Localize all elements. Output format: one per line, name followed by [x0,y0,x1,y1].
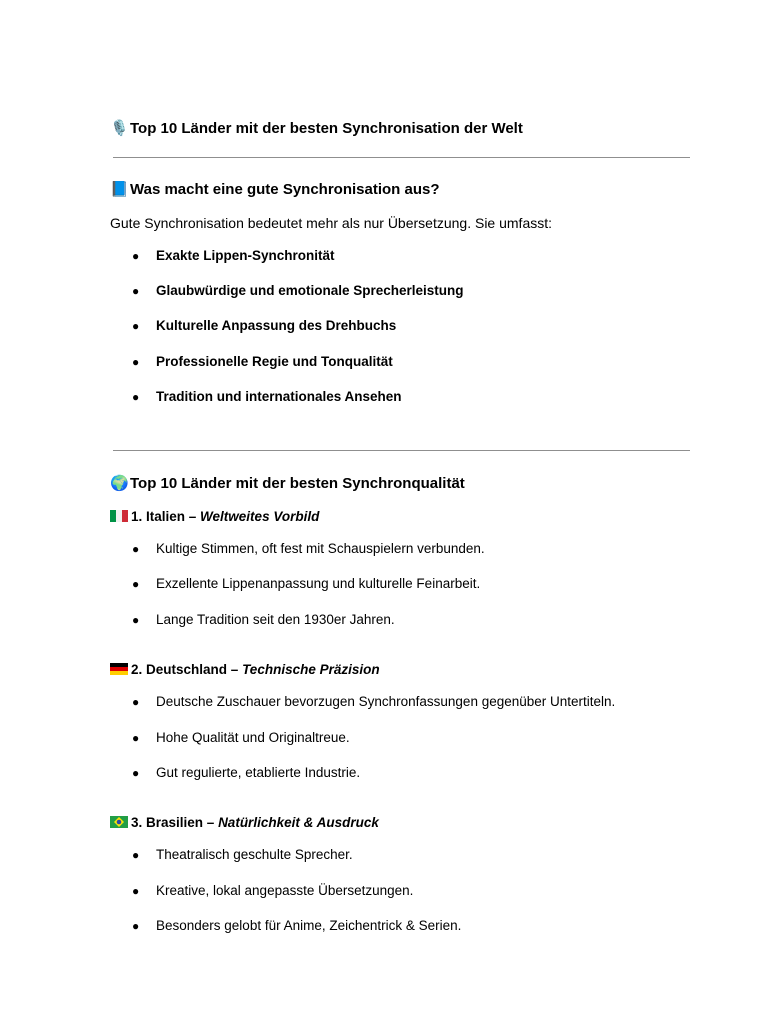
bullet-icon: ● [132,319,140,333]
microphone-icon: 🎙️ [110,119,129,137]
section1-heading [110,180,440,198]
bullet-icon: ● [132,249,140,263]
blue-book-icon: 📘 [110,180,129,198]
list-item: ● Kultige Stimmen, oft fest mit Schauspielern verbunden. [132,541,485,556]
list-item: ● Exakte Lippen-Synchronität [132,248,335,263]
bullet-icon: ● [132,390,140,404]
list-item: ● Deutsche Zuschauer bevorzugen Synchronfassungen gegenüber Untertiteln. [132,694,616,709]
list-item: ● Glaubwürdige und emotionale Sprecherleistung [132,283,464,298]
bullet-icon: ● [132,613,140,627]
list-item: ● Hohe Qualität und Originaltreue. [132,730,350,745]
globe-icon: 🌍 [110,474,129,492]
bullet-icon: ● [132,695,140,709]
list-item: ● Theatralisch geschulte Sprecher. [132,847,353,862]
list-item: ● Besonders gelobt für Anime, Zeichentrick & Serien. [132,918,462,933]
bullet-icon: ● [132,884,140,898]
bullet-icon: ● [132,284,140,298]
list-item: ● Gut regulierte, etablierte Industrie. [132,765,361,780]
bullet-icon: ● [132,731,140,745]
divider-1 [113,157,690,158]
list-item: ● Exzellente Lippenanpassung und kulturelle Feinarbeit. [132,576,481,591]
bullet-icon: ● [132,848,140,862]
section1-intro: Gute Synchronisation bedeutet mehr als nur Übersetzung. Sie umfasst: [110,215,553,231]
divider-2 [113,450,690,451]
list-item: ● Professionelle Regie und Tonqualität [132,354,393,369]
document-title-text: Top 10 Länder mit der besten Synchronisation der Welt [130,120,523,137]
section1-heading-text: Was macht eine gute Synchronisation aus? [130,181,440,198]
germany-flag-icon [110,663,128,675]
bullet-icon: ● [132,577,140,591]
list-item: ● Lange Tradition seit den 1930er Jahren. [132,612,395,627]
country-heading-italy: 1. Italien – Weltweites Vorbild [110,509,319,524]
bullet-icon: ● [132,355,140,369]
section2-heading-text: Top 10 Länder mit der besten Synchronqualität [130,475,465,492]
bullet-icon: ● [132,542,140,556]
country-heading-germany: 2. Deutschland – Technische Präzision [110,662,380,677]
list-item: ● Kulturelle Anpassung des Drehbuchs [132,318,397,333]
list-item: ● Tradition und internationales Ansehen [132,389,402,404]
italy-flag-icon [110,510,128,522]
brazil-flag-icon [110,816,128,828]
bullet-icon: ● [132,919,140,933]
bullet-icon: ● [132,766,140,780]
section2-heading [110,474,465,492]
list-item: ● Kreative, lokal angepasste Übersetzungen. [132,883,414,898]
document-title [110,119,523,137]
country-heading-brazil: 3. Brasilien – Natürlichkeit & Ausdruck [110,815,379,830]
